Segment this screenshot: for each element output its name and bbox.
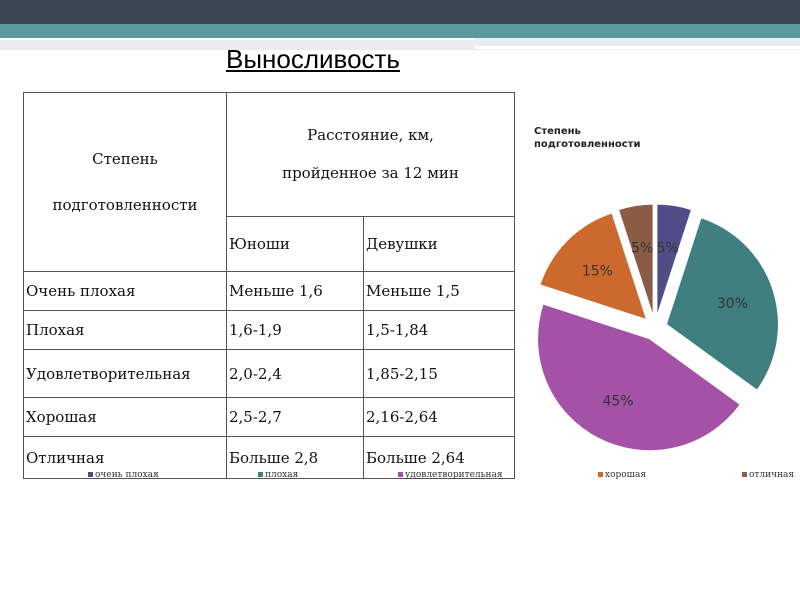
cell-boys: Больше 2,8 <box>227 437 364 479</box>
cell-girls: 1,85-2,15 <box>364 350 515 398</box>
cell-level: Отличная <box>24 437 227 479</box>
legend-label: удовлетворительная <box>405 470 503 480</box>
table-row <box>24 398 515 437</box>
legend-swatch <box>598 472 603 477</box>
header-boys: Юноши <box>227 216 364 271</box>
cell-boys: 2,0-2,4 <box>227 350 364 398</box>
cell-boys: 2,5-2,7 <box>227 398 364 437</box>
pie-data-label: 45% <box>602 393 634 410</box>
pie-data-label: 5% <box>631 240 654 257</box>
chart-legend <box>80 470 800 484</box>
header-distance <box>227 93 515 217</box>
chart-title-line: подготовленности <box>534 139 641 150</box>
cell-level: Удовлетворительная <box>24 350 227 398</box>
legend-item <box>88 470 159 480</box>
legend-label: отличная <box>749 470 795 480</box>
legend-label: очень плохая <box>95 470 159 480</box>
header-level-line: подготовленности <box>52 196 198 214</box>
legend-label: плохая <box>265 470 299 480</box>
header-band <box>0 0 800 24</box>
cell-level: Хорошая <box>24 398 227 437</box>
table-row <box>24 272 515 311</box>
legend-swatch <box>398 472 403 477</box>
header-line <box>475 46 800 49</box>
cell-girls: Меньше 1,5 <box>364 272 515 311</box>
pie-data-label: 5% <box>656 240 679 257</box>
header-distance-line: пройденное за 12 мин <box>282 164 459 183</box>
legend-swatch <box>88 472 93 477</box>
chart-title <box>534 125 640 151</box>
cell-girls: 1,5-1,84 <box>364 311 515 350</box>
legend-item <box>258 470 298 480</box>
cell-girls: Больше 2,64 <box>364 437 515 479</box>
cell-level: Очень плохая <box>24 272 227 311</box>
table-row <box>24 311 515 350</box>
endurance-table <box>23 92 515 479</box>
header-level-line: Степень <box>92 150 158 168</box>
legend-label: хорошая <box>605 470 647 480</box>
pie-data-label: 15% <box>581 263 613 280</box>
legend-item <box>398 470 503 480</box>
cell-boys: Меньше 1,6 <box>227 272 364 311</box>
header-distance-line: Расстояние, км, <box>307 126 434 145</box>
header-band-accent <box>0 24 800 38</box>
table-row <box>24 350 515 398</box>
legend-swatch <box>742 472 747 477</box>
pie-data-label: 30% <box>716 295 749 312</box>
header-level <box>24 93 227 272</box>
legend-swatch <box>258 472 263 477</box>
cell-girls: 2,16-2,64 <box>364 398 515 437</box>
legend-item <box>598 470 646 480</box>
slide-title: Выносливость <box>226 44 400 74</box>
header-line <box>0 38 475 40</box>
cell-boys: 1,6-1,9 <box>227 311 364 350</box>
cell-level: Плохая <box>24 311 227 350</box>
chart-title-line: Степень <box>534 126 581 137</box>
header-girls: Девушки <box>364 216 515 271</box>
legend-item <box>742 470 794 480</box>
pie-chart <box>520 200 790 470</box>
